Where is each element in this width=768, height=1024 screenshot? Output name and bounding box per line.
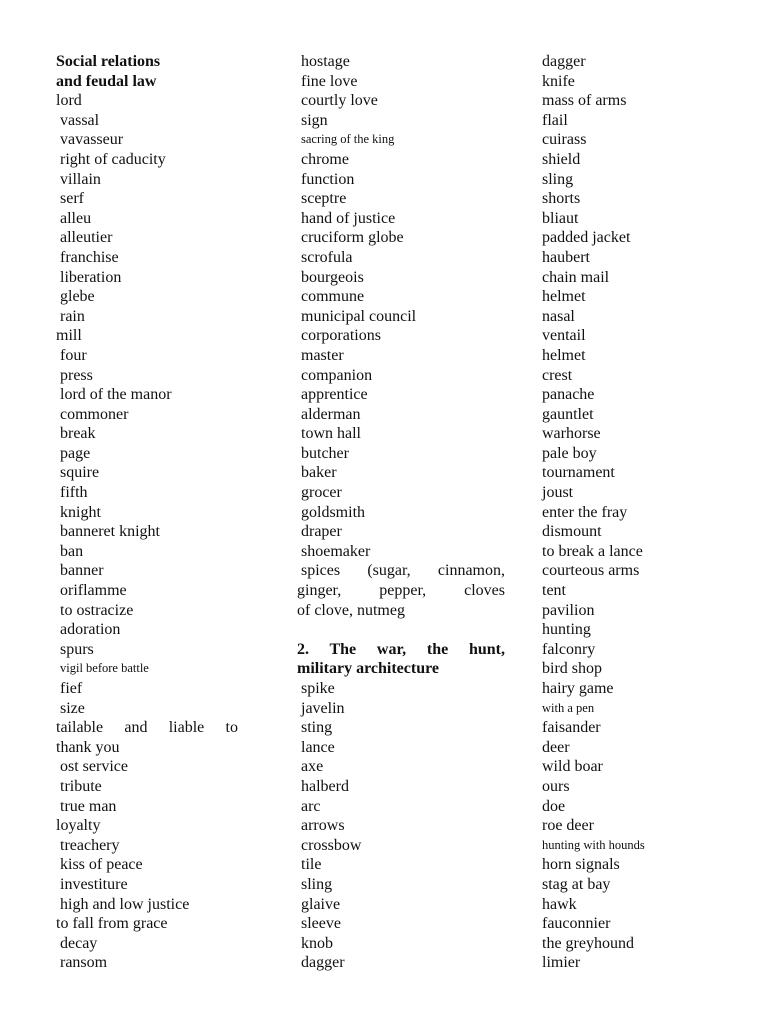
term-line: panache [542,386,595,404]
term-line: stag at bay [542,875,611,893]
term-line: baker [301,464,337,482]
term-line: helmet [542,346,586,364]
term-line: master [301,346,344,364]
term-line: haubert [542,248,590,266]
term-line: tribute [60,777,102,795]
term-line: wild boar [542,758,603,776]
term-line: liberation [60,268,122,286]
term-line: limier [542,954,581,972]
term-line: faisander [542,719,601,737]
term-line: glaive [301,895,341,913]
term-line: dagger [301,954,345,972]
term-line: roe deer [542,817,594,835]
term-line: bird shop [542,660,602,678]
term-line: pavilion [542,601,595,619]
term-line: pale boy [542,444,597,462]
term-line: corporations [301,327,381,345]
term-line: sacring of the king [301,132,395,147]
term-line: ost service [60,758,128,776]
term-line: tent [542,582,566,600]
term-line: knob [301,934,333,952]
term-line: with a pen [542,700,595,715]
term-line: right of caducity [60,150,166,168]
term-line: lance [301,738,335,756]
term-line: sleeve [301,915,341,933]
term-line: crest [542,366,573,384]
term-line: apprentice [301,386,368,404]
term-line: oriflamme [60,582,127,600]
term-line: hawk [542,895,577,913]
term-line: spurs [60,640,94,658]
term-line: dismount [542,523,602,541]
term-line: grocer [301,484,342,502]
term-line: vigil before battle [60,661,149,676]
term-line: hairy game [542,680,614,697]
term-line: shorts [542,190,581,208]
term-line: municipal council [301,307,417,325]
term-line: flail [542,111,568,129]
term-line: size [60,699,85,717]
term-line: page [60,444,91,462]
term-line: decay [60,934,98,952]
term-line: sceptre [301,190,347,208]
term-line: villain [60,170,101,188]
term-line: vavasseur [60,131,124,149]
term-line: hand of justice [301,209,396,227]
term-line: axe [301,758,324,776]
term-line: sign [301,111,328,129]
term-line: four [60,346,87,364]
term-line: chain mail [542,268,610,286]
term-line: bliaut [542,209,579,227]
term-line: courteous arms [542,562,640,580]
term-line: chrome [301,150,349,168]
term-line: ventail [542,327,586,345]
term-line: sling [542,170,574,188]
term-line: cruciform globe [301,229,404,247]
term-line: tile [301,856,322,874]
section-heading-line: and feudal law [56,72,157,90]
term-line: courtly love [301,92,378,110]
term-line: tournament [542,464,615,482]
term-line: function [301,170,355,188]
term-line: to ostracize [60,601,134,619]
term-line: fauconnier [542,915,611,933]
term-line: halberd [301,777,349,795]
term-line: true man [60,797,117,815]
term-line: spike [301,680,335,697]
term-line: helmet [542,288,586,306]
term-line: sling [301,875,333,893]
term-line: fief [60,680,83,697]
term-line: knife [542,72,575,90]
term-line: treachery [60,836,120,854]
term-line: high and low justice [60,895,190,913]
term-line: knight [60,503,101,521]
column-2 [297,52,505,973]
term-line: adoration [60,621,121,639]
term-line: mill [56,327,82,345]
section-heading-line: Social relations [56,53,161,70]
term-line: ban [60,542,84,560]
term-line: butcher [301,444,349,462]
term-line: alleutier [60,229,113,247]
term-line: the greyhound [542,934,634,952]
term-line: arrows [301,817,345,835]
term-line: joust [542,484,574,502]
term-line: to fall from grace [56,915,168,933]
term-line: dagger [542,53,586,70]
term-line: franchise [60,248,119,266]
section-heading-line: military architecture [297,660,440,678]
column-1 [56,52,238,973]
term-line: scrofula [301,248,353,266]
term-line: alleu [60,209,92,227]
column-3 [538,52,738,973]
term-line: alderman [301,405,361,423]
term-line: nasal [542,307,575,325]
term-line: draper [301,523,342,541]
term-line: javelin [301,699,345,717]
term-line: spices (sugar, cinnamon, [301,562,505,580]
term-line: warhorse [542,425,601,443]
term-line: horn signals [542,856,620,874]
term-line: hunting [542,621,591,639]
term-line: commune [301,288,365,306]
term-line: loyalty [56,817,101,835]
term-line: commoner [60,405,129,423]
term-line: thank you [56,738,120,756]
term-line: banneret knight [60,523,160,541]
term-line: ours [542,777,570,795]
term-line: hunting with hounds [542,837,645,852]
term-line: investiture [60,875,128,893]
term-line: squire [60,464,100,482]
term-line: rain [60,307,85,325]
term-line: gauntlet [542,405,594,423]
term-line: glebe [60,288,95,306]
term-line: padded jacket [542,229,631,247]
term-line: ransom [60,954,108,972]
term-line: tailable and liable to [56,719,238,737]
term-line: bourgeois [301,268,364,286]
term-line: arc [301,797,321,815]
term-line: fifth [60,484,88,502]
term-line: to break a lance [542,542,643,560]
blank-line [297,620,505,640]
term-line: town hall [301,425,361,443]
term-line: fine love [301,72,358,90]
term-line: goldsmith [301,503,366,521]
term-line: vassal [60,111,100,129]
term-line: deer [542,738,570,756]
term-line: banner [60,562,104,580]
term-line: falconry [542,640,596,658]
term-line: of clove, nutmeg [297,601,405,619]
term-line: mass of arms [542,92,627,110]
term-line: ginger, pepper, cloves [297,582,505,600]
term-line: crossbow [301,836,362,854]
term-line: cuirass [542,131,587,149]
term-line: serf [60,190,84,208]
term-line: break [60,425,96,443]
term-line: sting [301,719,333,737]
term-line: shield [542,150,581,168]
term-line: doe [542,797,566,815]
term-line: enter the fray [542,503,628,521]
term-line: lord of the manor [60,386,172,404]
term-line: companion [301,366,373,384]
section-heading-line: 2. The war, the hunt, [297,640,505,658]
term-line: shoemaker [301,542,371,560]
term-line: press [60,366,93,384]
term-line: lord [56,92,82,110]
term-line: hostage [301,53,350,70]
term-line: kiss of peace [60,856,143,874]
